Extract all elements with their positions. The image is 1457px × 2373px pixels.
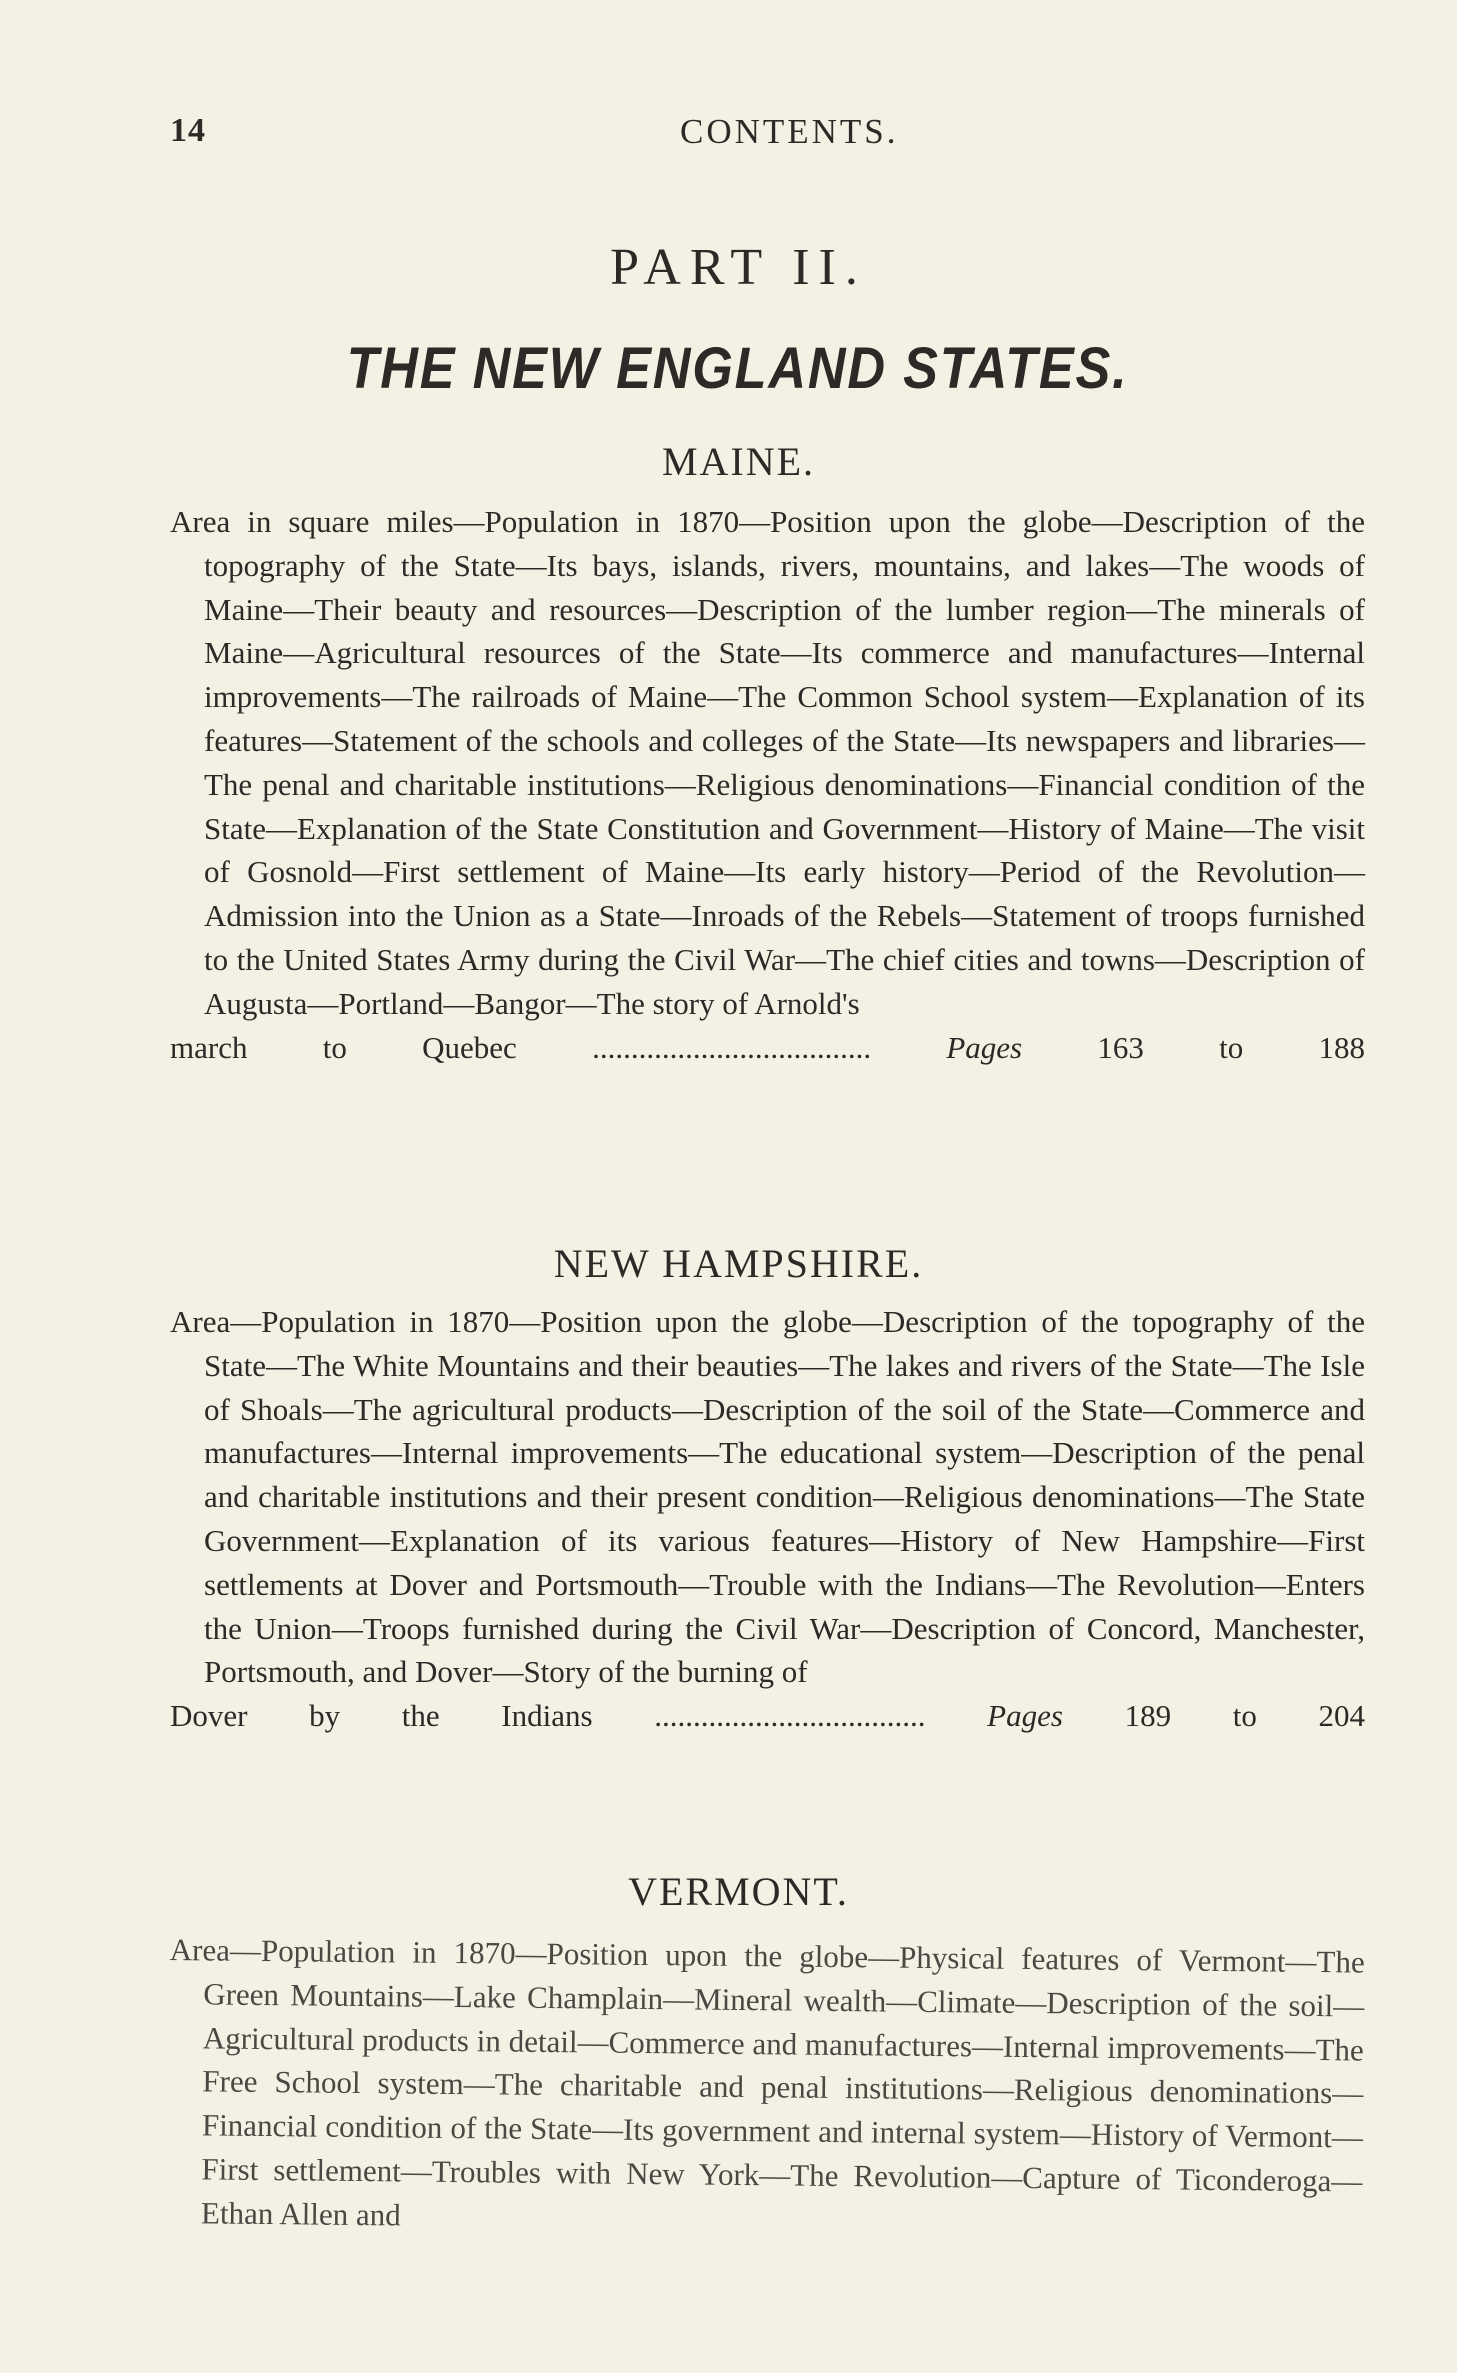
pages-label-new-hampshire: Pages: [987, 1698, 1063, 1734]
section-body-new-hampshire: [170, 1300, 1365, 1738]
pages-range-new-hampshire: 189 to 204: [1124, 1698, 1365, 1734]
page-number: 14: [170, 112, 206, 149]
pages-label-maine: Pages: [946, 1029, 1023, 1065]
pages-line-maine: [170, 1026, 1366, 1070]
dot-leader-maine: ....................................: [592, 1029, 872, 1065]
running-head: [170, 112, 1360, 152]
part-subtitle: THE NEW ENGLAND STATES.: [346, 336, 1129, 401]
dot-leader-new-hampshire: ...................................: [654, 1698, 926, 1734]
section-text-maine: Area in square miles—Population in 1870—Position upon the globe—Description of the topography of the State—Its bays, islands, rivers, mountains, and lakes—The woods of Maine—Their beauty and resources—Description of the lumber region—The minerals of Maine—Agricultural resources of the State—Its commerce and manufactures—Internal improvements—The railroads of Maine—The Common School system—Explanation of its features—Statement of the schools and colleges of the State—Its newspapers and libraries—The penal and charitable institutions—Religious denominations—Financial condition of the State—Explanation of the State Constitution and Government—History of Maine—The visit of Gosnold—First settlement of Maine—Its early history—Period of the Revolution—Admission into the Union as a State—Inroads of the Rebels—Statement of troops furnished to the United States Army during the Civil War—The chief cities and towns—Description of Augusta—Portland—Bangor—The story of Arnold's: [170, 504, 1365, 1021]
section-heading-new-hampshire: NEW HAMPSHIRE.: [553, 1241, 924, 1286]
section-text-vermont: Area—Population in 1870—Position upon the globe—Physical features of Vermont—The Green Mountains—Lake Champlain—Mineral wealth—Climate—Description of the soil—Agricultural products in detail—Commerce and manufactures—Internal improvements—The Free School system—The charitable and penal institutions—Religious denominations—Financial condition of the State—Its government and internal system—History of Vermont—First settlement—Troubles with New York—The Revolution—Capture of Ticonderoga—Ethan Allen and: [169, 1931, 1365, 2233]
section-body-maine: [170, 500, 1365, 1069]
section-text-new-hampshire: Area—Population in 1870—Position upon the globe—Description of the topography of the State—The White Mountains and their beauties—The lakes and rivers of the State—The Isle of Shoals—The agricultural products—Description of the soil of the State—Commerce and manufactures—Internal improvements—The educational system—Description of the penal and charitable institutions and their present condition—Religious denominations—The State Government—Explanation of its various features—History of New Hampshire—First settlements at Dover and Portsmouth—Trouble with the Indians—The Revolution—Enters the Union—Troops furnished during the Civil War—Description of Concord, Manchester, Portsmouth, and Dover—Story of the burning of: [170, 1304, 1365, 1690]
section-body-vermont: [167, 1928, 1365, 2247]
section-heading-maine: MAINE.: [661, 439, 816, 484]
last-line-maine: march to Quebec: [170, 1029, 517, 1065]
part-title: PART II.: [610, 239, 867, 296]
pages-range-maine: 163 to 188: [1097, 1029, 1366, 1065]
pages-line-new-hampshire: [170, 1694, 1365, 1738]
last-line-new-hampshire: Dover by the Indians: [170, 1698, 593, 1734]
running-title: CONTENTS.: [680, 112, 899, 151]
section-heading-vermont: VERMONT.: [628, 1869, 849, 1914]
